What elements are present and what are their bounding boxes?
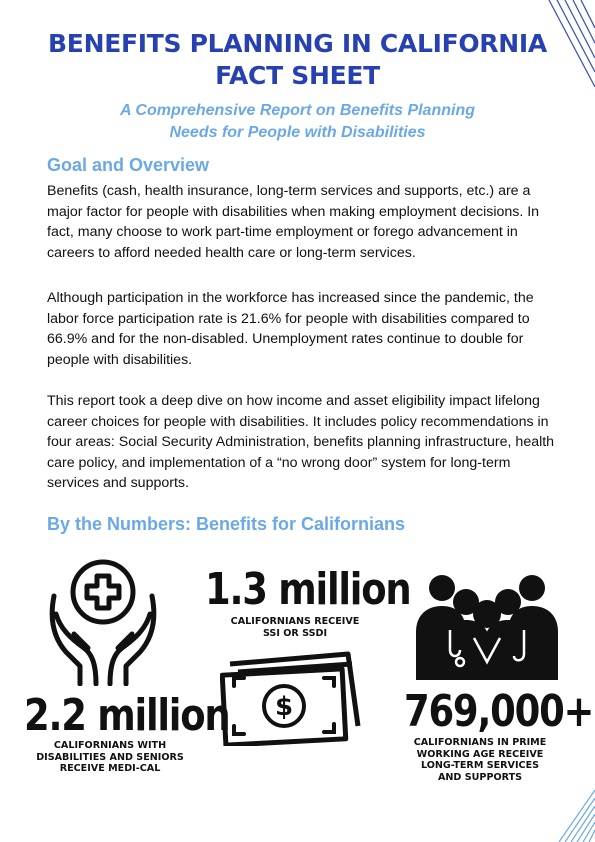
caption-line: LONG-TERM SERVICES [420,760,540,771]
money-bills-icon [220,648,362,746]
title-line: BENEFITS PLANNING IN CALIFORNIA [48,29,547,58]
corner-stripes-decoration [549,782,595,842]
page-subtitle [40,100,555,144]
caption-line: CALIFORNIANS IN PRIME [413,737,547,748]
caption-line: AND SUPPORTS [437,771,523,783]
goal-paragraph: Although participation in the workforce has increased since the pandemic, the labor force participation rate is 21.6% for people with disabilities compared to 66.9% and for the non-disabled. Unemployment rates continue to double for people with disabilities. [47,290,534,368]
subtitle-line: Needs for People with Disabilities [169,124,426,141]
medical-staff-group-icon [414,570,560,680]
stat-value: 769,000+ [404,686,594,737]
caption-line: RECEIVE MEDI-CAL [59,763,161,774]
stat-value: 2.2 million [24,690,230,741]
caption-line: SSI OR SSDI [262,627,328,639]
caption-line: CALIFORNIANS WITH [53,740,167,751]
stat-value: 1.3 million [205,564,411,615]
subtitle-line: A Comprehensive Report on Benefits Planning [119,102,475,119]
stat-caption [10,740,210,775]
caption-line: WORKING AGE RECEIVE [416,748,544,760]
page-title [20,28,575,92]
goal-paragraph: Benefits (cash, health insurance, long-term services and supports, etc.) are a major factor for people with disabilities when making employment decisions. In fact, many choose to work part-time employment or forego advancement in careers to afford needed health care or long-term services. [47,183,540,261]
stat-caption [390,737,570,783]
goal-paragraph: This report took a deep dive on how income and asset eligibility impact lifelong career choices for people with disabilities. It includes policy recommendations in four areas: Social Security Administration, benefits planning infrastructure, health care policy, and implementation of a “no wrong door” system for long-term services and supports. [47,393,555,492]
goal-heading: Goal and Overview [47,155,210,175]
hands-medical-cross-icon [44,556,162,686]
stat-caption [200,616,390,639]
caption-line: DISABILITIES AND SENIORS [36,751,184,763]
numbers-heading: By the Numbers: Benefits for Californians [47,514,406,534]
caption-line: CALIFORNIANS RECEIVE [230,616,360,627]
svg-text:$: $ [274,692,294,722]
title-line: FACT SHEET [215,61,380,90]
